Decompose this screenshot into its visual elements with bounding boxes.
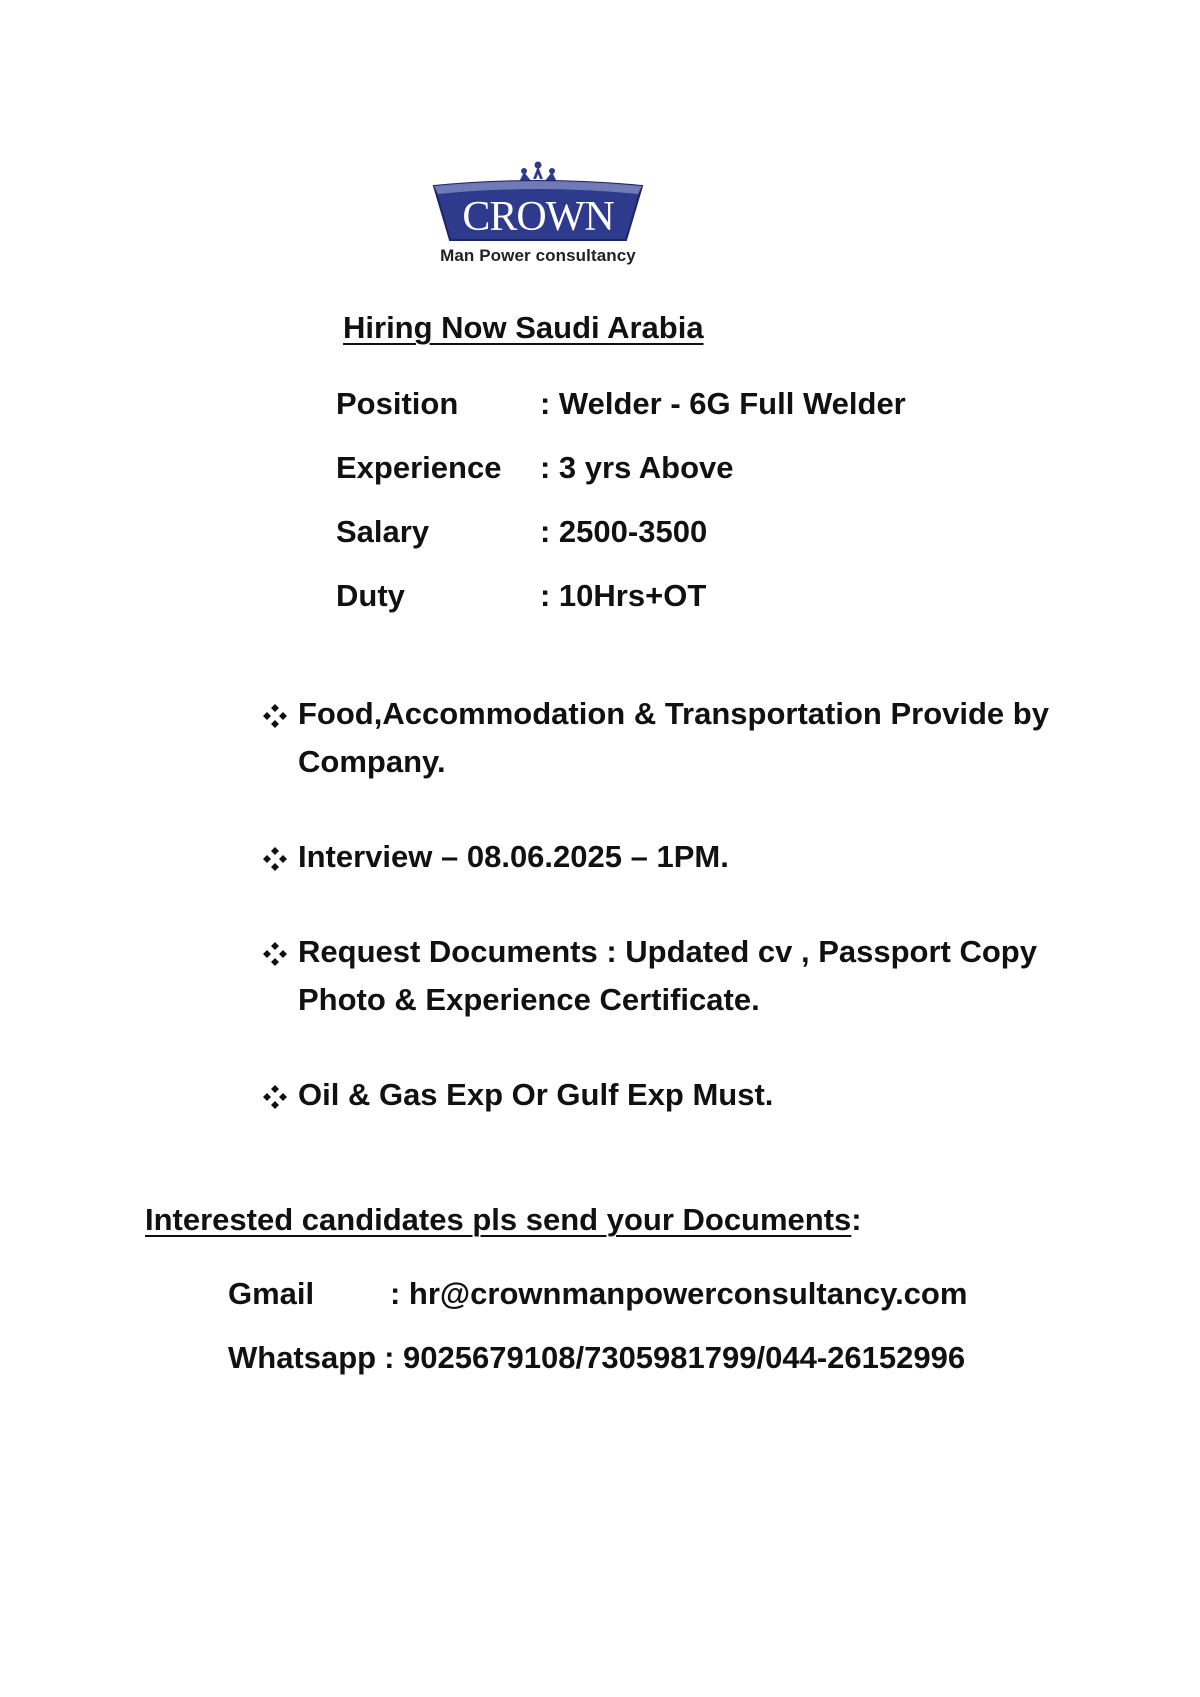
detail-label: Experience — [336, 450, 502, 485]
contact-details — [228, 1262, 967, 1390]
detail-label: Salary — [336, 514, 430, 549]
contact-heading-text: Interested candidates pls send your Documents — [145, 1202, 852, 1237]
list-item — [262, 1071, 1082, 1119]
detail-row-duty — [336, 564, 906, 628]
list-item — [262, 833, 1082, 881]
list-item — [262, 690, 1082, 786]
detail-label: Position — [336, 386, 459, 421]
logo-tagline: Man Power consultancy — [440, 246, 636, 265]
contact-row-gmail — [228, 1262, 967, 1326]
detail-value: : 3 yrs Above — [540, 450, 734, 485]
gmail-label: Gmail — [228, 1276, 315, 1311]
benefits-list — [262, 690, 1082, 1166]
bullet-text: Interview – 08.06.2025 – 1PM. — [298, 839, 729, 874]
gmail-address[interactable]: : hr@crownmanpowerconsultancy.com — [390, 1276, 968, 1311]
bullet-text: Oil & Gas Exp Or Gulf Exp Must. — [298, 1077, 774, 1112]
detail-row-salary — [336, 500, 906, 564]
detail-value: : 2500-3500 — [540, 514, 708, 549]
logo-brand-text: CROWN — [462, 194, 614, 240]
contact-heading-colon: : — [851, 1202, 862, 1237]
bullet-text: Request Documents : Updated cv , Passport Copy Photo & Experience Certificate. — [298, 934, 1037, 1017]
detail-value: : Welder - 6G Full Welder — [540, 386, 906, 421]
bullet-text: Food,Accommodation & Transportation Provide by Company. — [298, 696, 1049, 779]
crown-banner-icon — [428, 160, 648, 246]
list-item — [262, 928, 1082, 1024]
whatsapp-numbers[interactable]: : 9025679108/7305981799/044-26152996 — [384, 1340, 966, 1375]
detail-value: : 10Hrs+OT — [540, 578, 707, 613]
four-diamond-bullet-icon — [262, 1084, 288, 1110]
four-diamond-bullet-icon — [262, 846, 288, 872]
headline: Hiring Now Saudi Arabia — [343, 310, 704, 345]
contact-row-whatsapp — [228, 1326, 967, 1390]
four-diamond-bullet-icon — [262, 703, 288, 729]
contact-heading — [145, 1202, 862, 1238]
job-details — [336, 372, 906, 628]
detail-row-position — [336, 372, 906, 436]
whatsapp-label: Whatsapp — [228, 1340, 377, 1375]
crown-logo — [428, 160, 648, 280]
detail-row-experience — [336, 436, 906, 500]
detail-label: Duty — [336, 578, 405, 613]
four-diamond-bullet-icon — [262, 941, 288, 967]
